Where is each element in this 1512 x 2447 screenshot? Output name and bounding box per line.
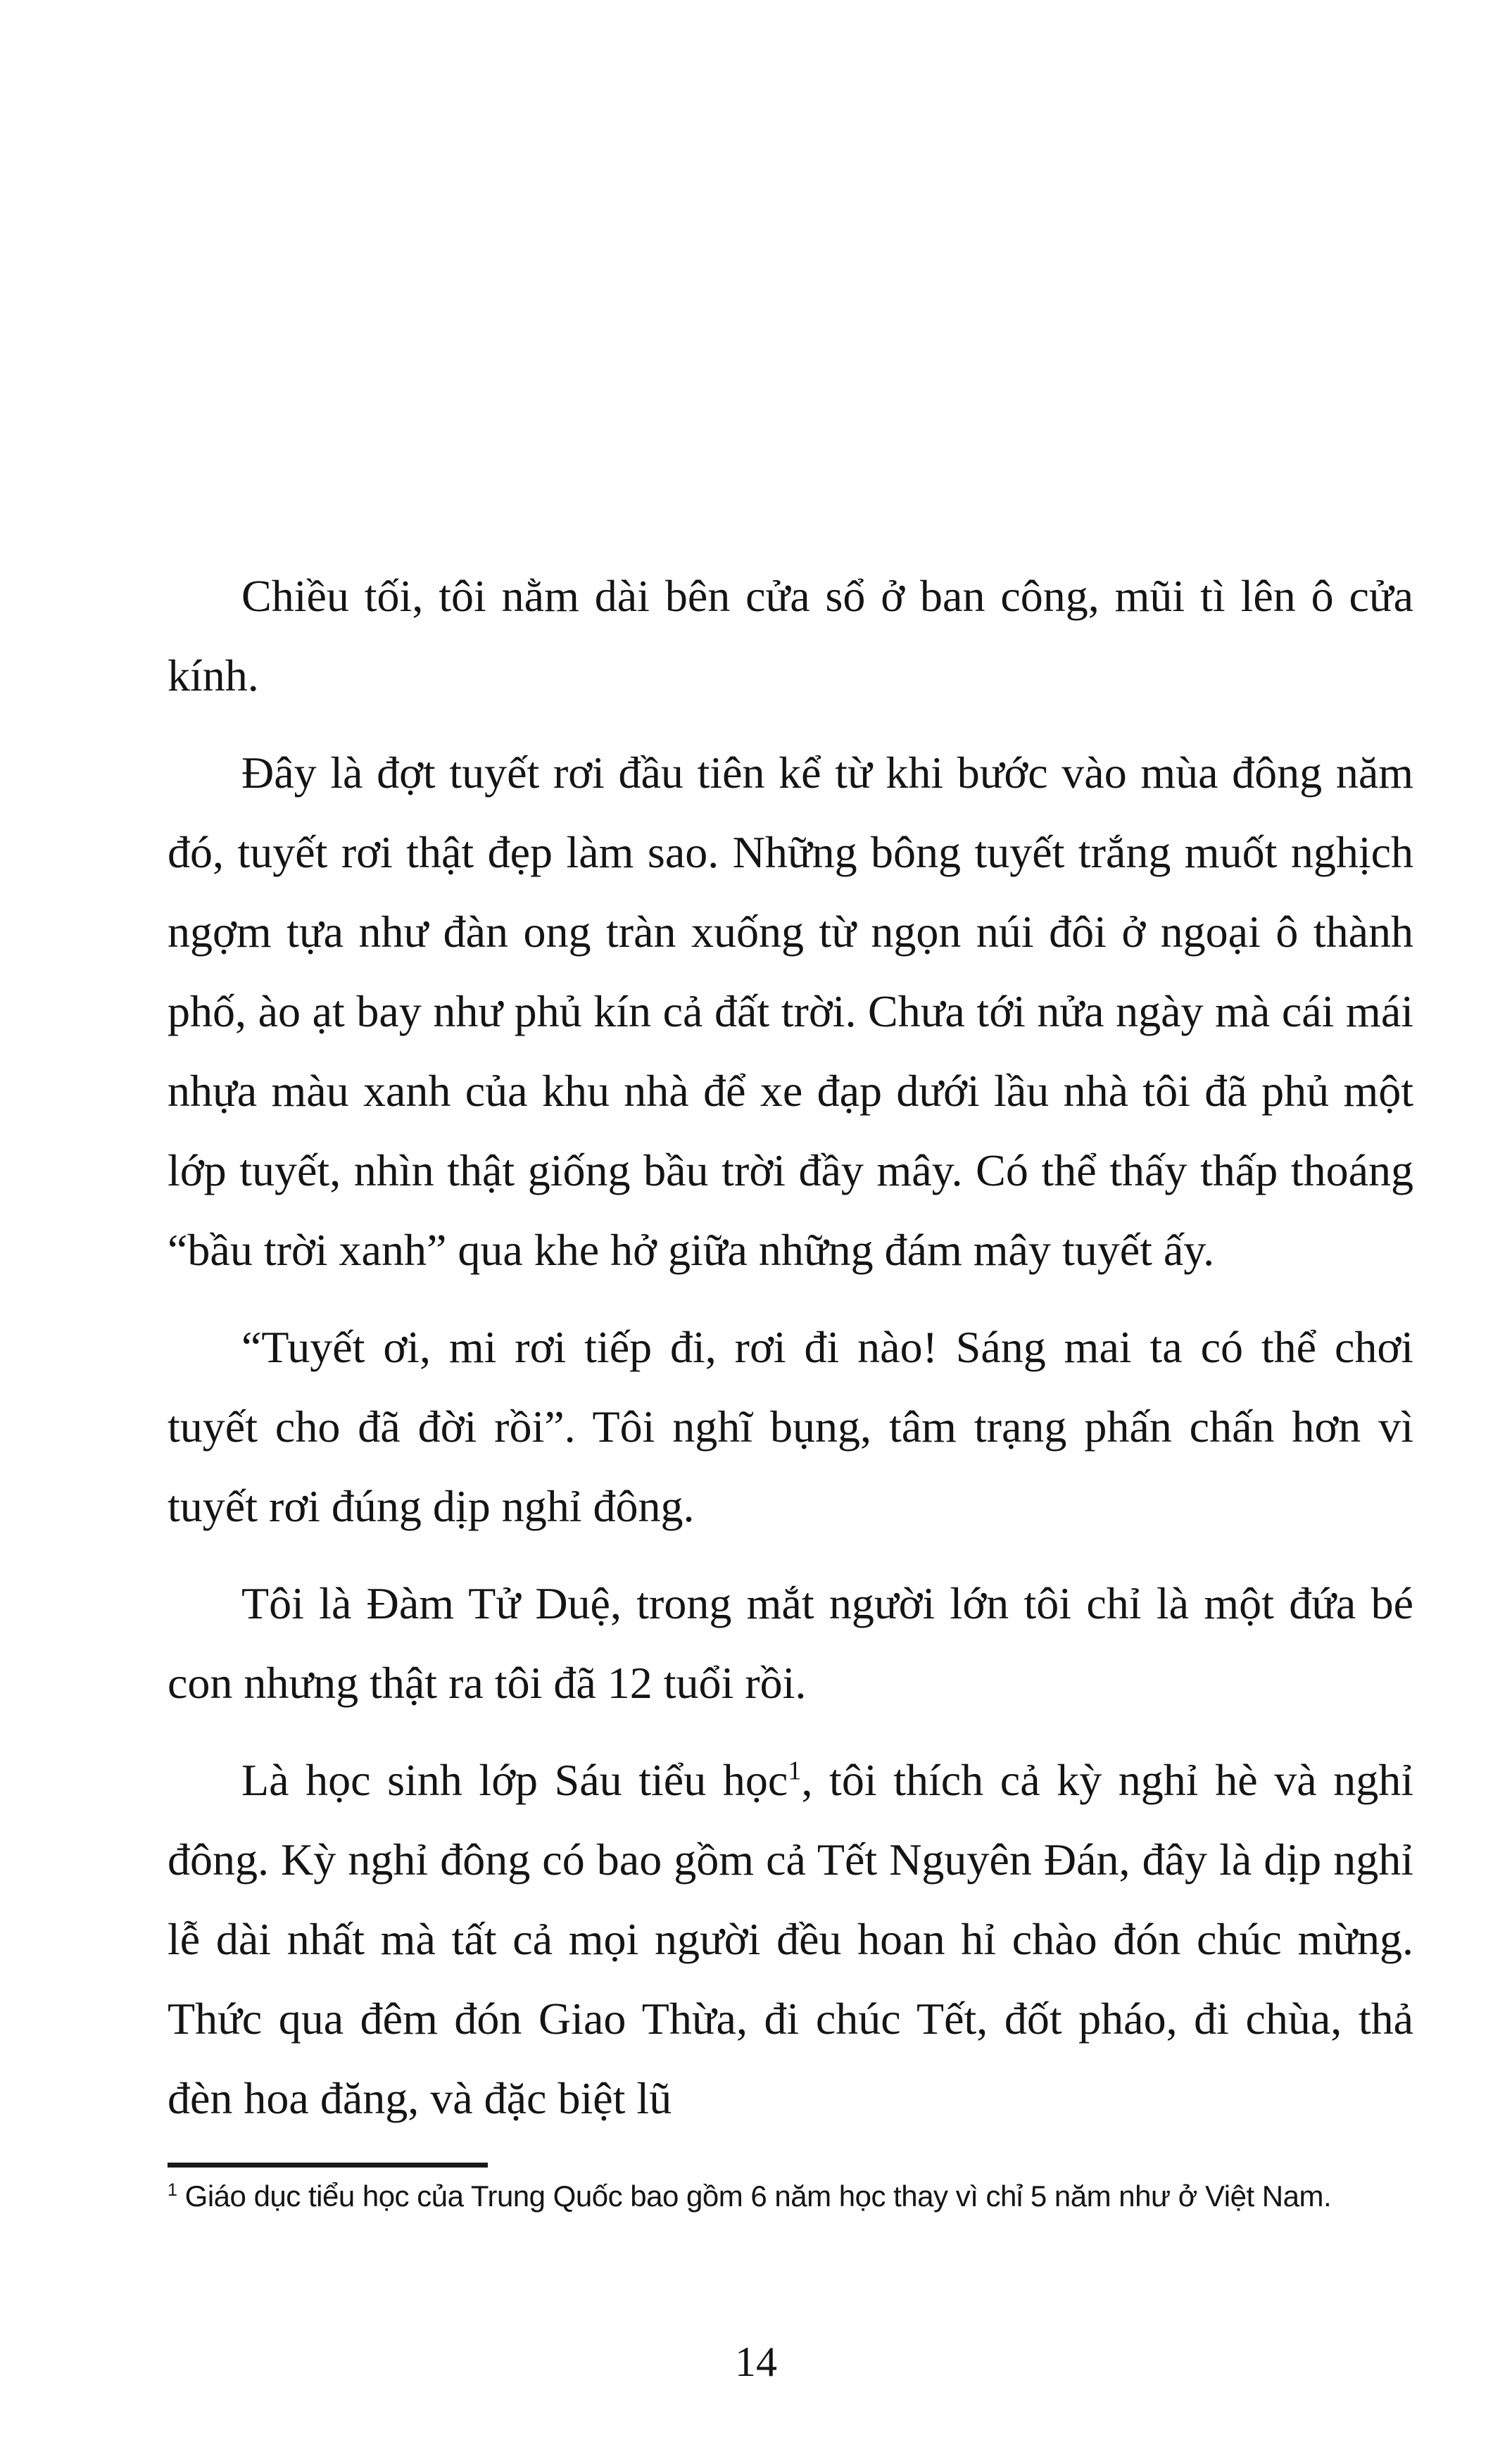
paragraph-5 <box>168 1740 1413 2138</box>
footnote-reference: 1 <box>788 1756 802 1786</box>
paragraph-2: Đây là đợt tuyết rơi đầu tiên kể từ khi bước vào mùa đông năm đó, tuyết rơi thật đẹp làm sao. Những bông tuyết trắng muốt nghịch ngợm tựa như đàn ong tràn xuống từ ngọn núi đôi ở ngoại ô thành phố, ào ạt bay như phủ kín cả đất trời. Chưa tới nửa ngày mà cái mái nhựa màu xanh của khu nhà để xe đạp dưới lầu nhà tôi đã phủ một lớp tuyết, nhìn thật giống bầu trời đầy mây. Có thể thấy thấp thoáng “bầu trời xanh” qua khe hở giữa những đám mây tuyết ấy. <box>168 748 1413 1275</box>
paragraph-5-start: Là học sinh lớp Sáu tiểu học <box>241 1755 788 1805</box>
paragraph-1: Chiều tối, tôi nằm dài bên cửa sổ ở ban công, mũi tì lên ô cửa kính. <box>168 571 1413 700</box>
body-text <box>168 556 1413 2156</box>
paragraph-3: “Tuyết ơi, mi rơi tiếp đi, rơi đi nào! Sáng mai ta có thể chơi tuyết cho đã đời rồi”. Tôi nghĩ bụng, tâm trạng phấn chấn hơn vì tuyết rơi đúng dịp nghỉ đông. <box>168 1322 1413 1531</box>
paragraph-4: Tôi là Đàm Tử Duệ, trong mắt người lớn tôi chỉ là một đứa bé con nhưng thật ra tôi đã 12 tuổi rồi. <box>168 1578 1413 1708</box>
footnote-number: 1 <box>168 2180 177 2200</box>
footnote-divider <box>168 2163 488 2168</box>
paragraph-5-rest: , tôi thích cả kỳ nghỉ hè và nghỉ đông. Kỳ nghỉ đông có bao gồm cả Tết Nguyên Đán, đây là dịp nghỉ lễ dài nhất mà tất cả mọi người đều hoan hỉ chào đón chúc mừng. Thức qua đêm đón Giao Thừa, đi chúc Tết, đốt pháo, đi chùa, thả đèn hoa đăng, và đặc biệt lũ <box>168 1755 1414 2123</box>
footnote-text: Giáo dục tiểu học của Trung Quốc bao gồm 6 năm học thay vì chỉ 5 năm như ở Việt Nam. <box>177 2179 1332 2213</box>
page-number: 14 <box>735 2339 777 2385</box>
footnote <box>168 2172 1428 2221</box>
